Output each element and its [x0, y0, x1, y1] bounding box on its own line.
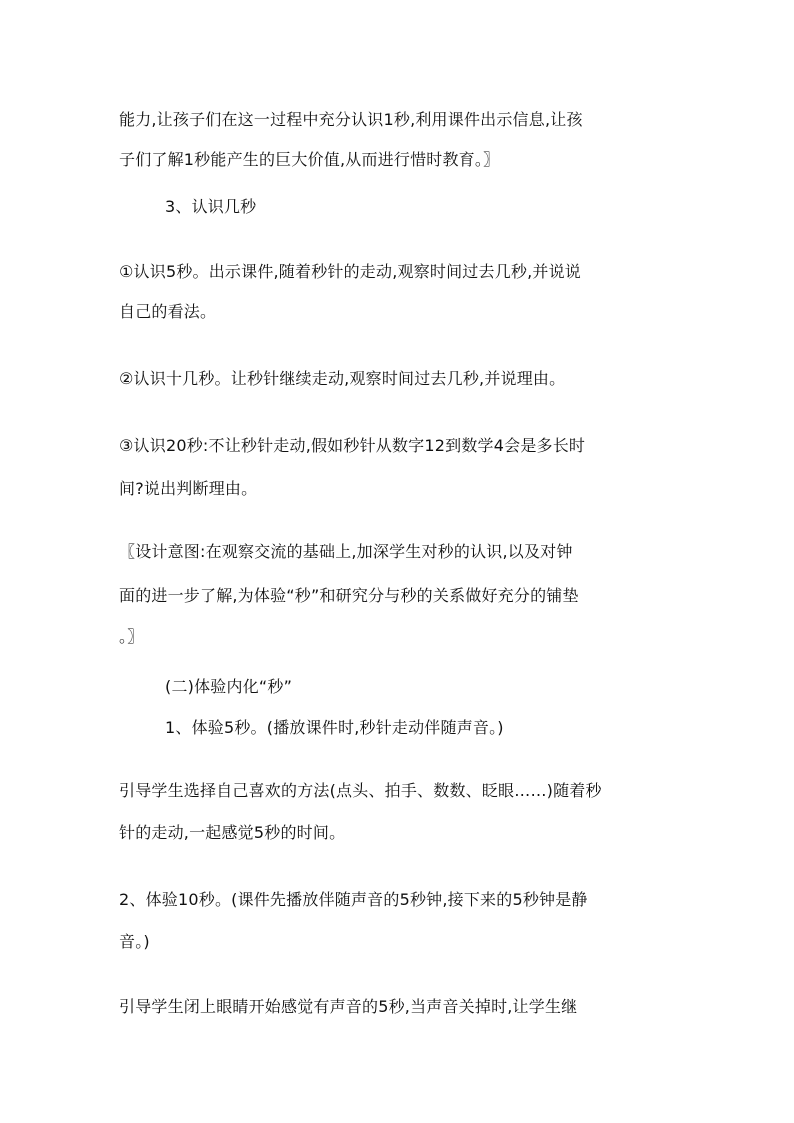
section-heading: 3、认识几秒	[165, 197, 257, 216]
text-line: 〖设计意图:在观察交流的基础上,加深学生对秒的认识,以及对钟	[119, 542, 573, 561]
text-line: 能力,让孩子们在这一过程中充分认识1秒,利用课件出示信息,让孩	[119, 110, 583, 129]
text-line: 针的走动,一起感觉5秒的时间。	[119, 823, 346, 842]
text-line: 1、体验5秒。(播放课件时,秒针走动伴随声音。)	[165, 718, 504, 737]
text-line: 引导学生选择自己喜欢的方法(点头、拍手、数数、眨眼……)随着秒	[119, 781, 602, 800]
text-line: ①认识5秒。出示课件,随着秒针的走动,观察时间过去几秒,并说说	[119, 262, 581, 281]
text-line: 间?说出判断理由。	[119, 479, 258, 498]
text-line: 音。)	[119, 932, 150, 951]
text-line: 面的进一步了解,为体验“秒”和研究分与秒的关系做好充分的铺垫	[119, 586, 579, 605]
text-line: ②认识十几秒。让秒针继续走动,观察时间过去几秒,并说理由。	[119, 369, 566, 388]
section-heading: (二)体验内化“秒”	[165, 677, 293, 696]
text-line: 引导学生闭上眼睛开始感觉有声音的5秒,当声音关掉时,让学生继	[119, 997, 578, 1016]
text-line: ③认识20秒:不让秒针走动,假如秒针从数字12到数学4会是多长时	[119, 436, 586, 455]
text-line: 。〗	[119, 627, 144, 646]
text-line: 子们了解1秒能产生的巨大价值,从而进行惜时教育。〗	[119, 150, 500, 169]
text-line: 自己的看法。	[119, 302, 217, 321]
text-line: 2、体验10秒。(课件先播放伴随声音的5秒钟,接下来的5秒钟是静	[119, 890, 588, 909]
